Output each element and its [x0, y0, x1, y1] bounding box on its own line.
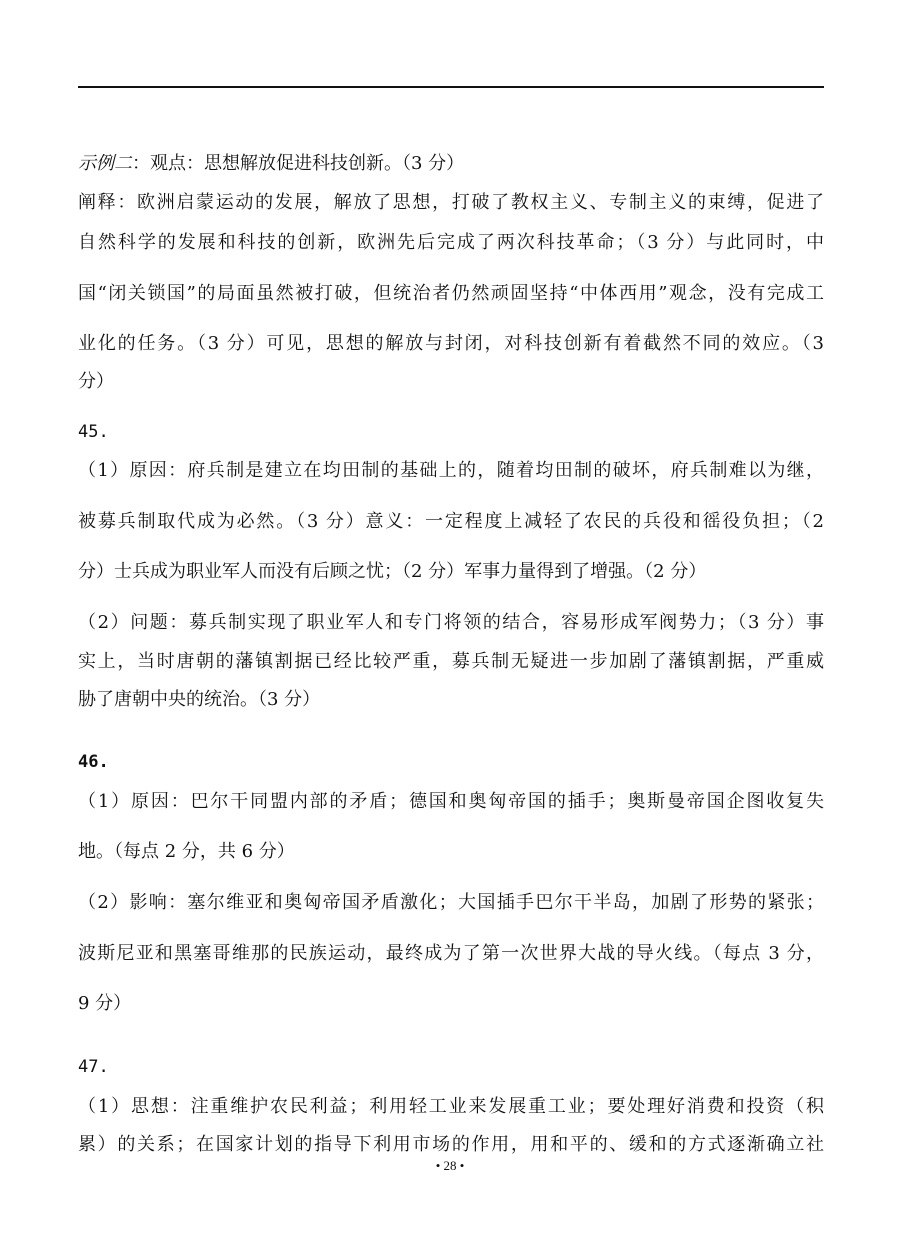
- page-number: • 28 •: [435, 1158, 465, 1173]
- q47-line-1: （1）思想：注重维护农民利益；利用轻工业来发展重工业；要处理好消费和投资（积: [78, 1096, 824, 1117]
- question-46-number: 46.: [78, 752, 109, 772]
- q46-line-1: （1）原因：巴尔干同盟内部的矛盾；德国和奥匈帝国的插手；奥斯曼帝国企图收复失: [78, 791, 824, 812]
- explanation-line-1: 阐释：欧洲启蒙运动的发展，解放了思想，打破了教权主义、专制主义的束缚，促进了: [78, 192, 824, 213]
- explanation-line-3: 国“闭关锁国”的局面虽然被打破，但统治者仍然顽固坚持“中体西用”观念，没有完成工: [78, 283, 824, 304]
- q46-line-5: 9 分）: [78, 993, 132, 1014]
- viewpoint-text: ：观点：思想解放促进科技创新。（3 分）: [132, 153, 465, 174]
- q45-line-1: （1）原因：府兵制是建立在均田制的基础上的，随着均田制的破坏，府兵制难以为继，: [78, 460, 824, 481]
- question-45-number: 45.: [78, 422, 109, 442]
- q45-line-2: 被募兵制取代成为必然。（3 分）意义：一定程度上减轻了农民的兵役和徭役负担；（2: [78, 511, 824, 532]
- example-label: 示例二: [78, 153, 132, 174]
- q45-line-5: 实上，当时唐朝的藩镇割据已经比较严重，募兵制无疑进一步加剧了藩镇割据，严重威: [78, 651, 824, 672]
- q46-line-4: 波斯尼亚和黑塞哥维那的民族运动，最终成为了第一次世界大战的导火线。（每点 3 分，: [78, 943, 824, 964]
- q45-line-6: 胁了唐朝中央的统治。（3 分）: [78, 689, 321, 710]
- explanation-line-2: 自然科学的发展和科技的创新，欧洲先后完成了两次科技革命；（3 分）与此同时，中: [78, 232, 824, 253]
- q45-line-4: （2）问题：募兵制实现了职业军人和专门将领的结合，容易形成军阀势力；（3 分）事: [78, 612, 824, 633]
- explanation-line-5: 分）: [78, 371, 114, 392]
- explanation-line-4: 业化的任务。（3 分）可见，思想的解放与封闭，对科技创新有着截然不同的效应。（3: [78, 333, 824, 354]
- example-two-viewpoint: [78, 152, 824, 176]
- q47-line-2: 累）的关系；在国家计划的指导下利用市场的作用，用和平的、缓和的方式逐渐确立社: [78, 1134, 824, 1155]
- q45-line-3: 分）士兵成为职业军人而没有后顾之忧；（2 分）军事力量得到了增强。（2 分）: [78, 561, 707, 582]
- q46-line-2: 地。（每点 2 分，共 6 分）: [78, 841, 295, 862]
- header-rule: [78, 86, 824, 88]
- question-47-number: 47.: [78, 1057, 109, 1077]
- q46-line-3: （2）影响：塞尔维亚和奥匈帝国矛盾激化；大国插手巴尔干半岛，加剧了形势的紧张；: [78, 892, 824, 913]
